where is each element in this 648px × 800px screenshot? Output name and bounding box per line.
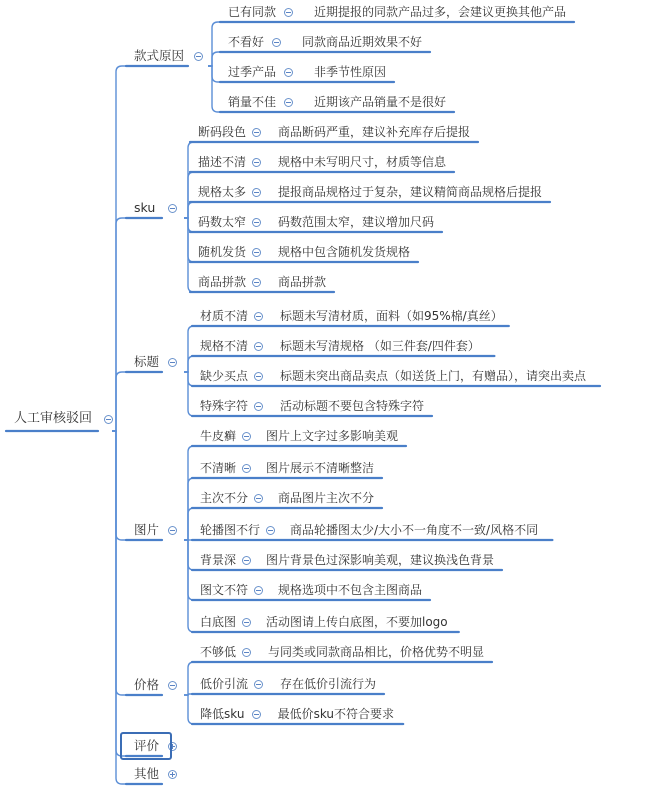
- subnode-description: 商品轮播图太少/大小不一角度不一致/风格不同: [290, 523, 539, 537]
- collapse-icon[interactable]: [242, 464, 251, 473]
- subnode-label[interactable]: 不够低: [200, 645, 237, 659]
- subnode-description: 非季节性原因: [314, 65, 387, 79]
- branch-link: [184, 695, 194, 724]
- collapse-icon[interactable]: [242, 432, 251, 441]
- subnode-label[interactable]: 缺少买点: [200, 369, 249, 383]
- subnode-description: 规格中未写明尺寸，材质等信息: [278, 155, 447, 169]
- root-collapse-icon[interactable]: [104, 415, 113, 424]
- root-link: [112, 372, 126, 431]
- subnode-description: 规格选项中不包含主图商品: [278, 583, 423, 597]
- subnode-label[interactable]: 背景深: [200, 553, 237, 567]
- subnode-label[interactable]: 不清晰: [200, 461, 237, 475]
- collapse-icon[interactable]: [284, 98, 293, 107]
- branch-link: [184, 540, 194, 570]
- collapse-icon[interactable]: [168, 358, 177, 367]
- category-label[interactable]: 评价: [134, 738, 160, 753]
- subnode-label[interactable]: 不看好: [228, 35, 265, 49]
- subnode-description: 同款商品近期效果不好: [302, 35, 423, 49]
- collapse-icon[interactable]: [242, 648, 251, 657]
- branch-link: [208, 66, 220, 82]
- subnode-description: 最低价sku不符合要求: [277, 707, 395, 721]
- subnode-description: 商品拼款: [278, 275, 327, 289]
- branch-link: [184, 356, 194, 372]
- category-label[interactable]: 款式原因: [134, 48, 185, 63]
- subnode-label[interactable]: 随机发货: [198, 245, 247, 259]
- subnode-label[interactable]: 降低sku: [200, 707, 245, 721]
- category-label[interactable]: 其他: [134, 766, 160, 781]
- selected-node-highlight: [120, 732, 172, 760]
- collapse-icon[interactable]: [284, 68, 293, 77]
- subnode-label[interactable]: 材质不清: [200, 309, 249, 323]
- branch-link: [208, 22, 220, 66]
- collapse-icon[interactable]: [252, 128, 261, 137]
- branch-link: [184, 218, 194, 262]
- subnode-description: 商品图片主次不分: [278, 491, 375, 505]
- collapse-icon[interactable]: [168, 204, 177, 213]
- collapse-icon[interactable]: [252, 218, 261, 227]
- collapse-icon[interactable]: [284, 8, 293, 17]
- expand-icon[interactable]: [168, 770, 177, 779]
- collapse-icon[interactable]: [254, 312, 263, 321]
- branch-link: [184, 446, 194, 540]
- category-label[interactable]: 价格: [134, 677, 160, 692]
- subnode-description: 标题未写清规格 （如三件套/四件套）: [280, 339, 480, 353]
- collapse-icon[interactable]: [252, 710, 261, 719]
- subnode-description: 图片展示不清晰整洁: [266, 461, 375, 475]
- root-link: [112, 66, 126, 431]
- collapse-icon[interactable]: [254, 372, 263, 381]
- subnode-description: 与同类或同款商品相比，价格优势不明显: [268, 645, 485, 659]
- subnode-label[interactable]: 轮播图不行: [200, 523, 261, 537]
- branch-link: [184, 372, 194, 416]
- collapse-icon[interactable]: [266, 526, 275, 535]
- branch-link: [184, 202, 194, 218]
- branch-link: [208, 66, 220, 112]
- subnode-label[interactable]: 规格太多: [198, 185, 247, 199]
- root-link: [112, 431, 126, 695]
- collapse-icon[interactable]: [194, 52, 203, 61]
- collapse-icon[interactable]: [252, 248, 261, 257]
- collapse-icon[interactable]: [252, 278, 261, 287]
- subnode-label[interactable]: 过季产品: [228, 65, 277, 79]
- branch-link: [184, 172, 194, 218]
- branch-link: [184, 372, 194, 386]
- subnode-description: 图片背景色过深影响美观，建议换浅色背景: [266, 553, 495, 567]
- category-label[interactable]: 图片: [134, 522, 160, 537]
- subnode-label[interactable]: 销量不佳: [228, 95, 277, 109]
- subnode-description: 提报商品规格过于复杂，建议精简商品规格后提报: [278, 185, 543, 199]
- subnode-description: 码数范围太窄，建议增加尺码: [278, 215, 435, 229]
- root-node-label[interactable]: 人工审核驳回: [14, 411, 93, 426]
- subnode-label[interactable]: 主次不分: [200, 491, 249, 505]
- subnode-label[interactable]: 白底图: [200, 615, 237, 629]
- subnode-description: 近期提报的同款产品过多，会建议更换其他产品: [314, 5, 567, 19]
- collapse-icon[interactable]: [254, 342, 263, 351]
- collapse-icon[interactable]: [272, 38, 281, 47]
- subnode-description: 活动标题不要包含特殊字符: [280, 399, 425, 413]
- subnode-label[interactable]: 已有同款: [228, 5, 277, 19]
- branch-link: [184, 142, 194, 218]
- subnode-description: 活动图请上传白底图，不要加logo: [266, 615, 448, 629]
- collapse-icon[interactable]: [254, 680, 263, 689]
- subnode-label[interactable]: 低价引流: [200, 677, 249, 691]
- category-label[interactable]: 标题: [134, 354, 160, 369]
- collapse-icon[interactable]: [252, 158, 261, 167]
- subnode-description: 规格中包含随机发货规格: [278, 245, 411, 259]
- branch-link: [184, 662, 194, 695]
- collapse-icon[interactable]: [254, 494, 263, 503]
- branch-link: [184, 540, 194, 632]
- branch-link: [208, 52, 220, 66]
- branch-link: [184, 218, 194, 232]
- subnode-description: 存在低价引流行为: [280, 677, 377, 691]
- root-link: [112, 431, 126, 540]
- collapse-icon[interactable]: [242, 618, 251, 627]
- collapse-icon[interactable]: [254, 586, 263, 595]
- subnode-description: 标题未突出商品卖点（如送货上门，有赠品），请突出卖点: [280, 369, 587, 383]
- collapse-icon[interactable]: [168, 681, 177, 690]
- branch-link: [184, 326, 194, 372]
- category-label[interactable]: sku: [134, 200, 156, 215]
- subnode-label[interactable]: 断码段色: [198, 125, 247, 139]
- subnode-description: 近期该产品销量不是很好: [314, 95, 447, 109]
- subnode-description: 图片上文字过多影响美观: [266, 429, 399, 443]
- collapse-icon[interactable]: [242, 556, 251, 565]
- root-link: [112, 218, 126, 431]
- collapse-icon[interactable]: [252, 188, 261, 197]
- subnode-description: 标题未写清材质，面料（如95%棉/真丝）: [280, 309, 503, 323]
- branch-link: [184, 508, 194, 540]
- subnode-description: 商品断码严重，建议补充库存后提报: [278, 125, 471, 139]
- subnode-label[interactable]: 牛皮癣: [200, 429, 237, 443]
- subnode-label[interactable]: 规格不清: [200, 339, 249, 353]
- collapse-icon[interactable]: [168, 526, 177, 535]
- subnode-label[interactable]: 码数太窄: [198, 215, 247, 229]
- collapse-icon[interactable]: [254, 402, 263, 411]
- root-link: [112, 431, 126, 756]
- subnode-label[interactable]: 商品拼款: [198, 275, 247, 289]
- subnode-label[interactable]: 特殊字符: [200, 399, 249, 413]
- subnode-label[interactable]: 图文不符: [200, 583, 249, 597]
- subnode-label[interactable]: 描述不清: [198, 155, 247, 169]
